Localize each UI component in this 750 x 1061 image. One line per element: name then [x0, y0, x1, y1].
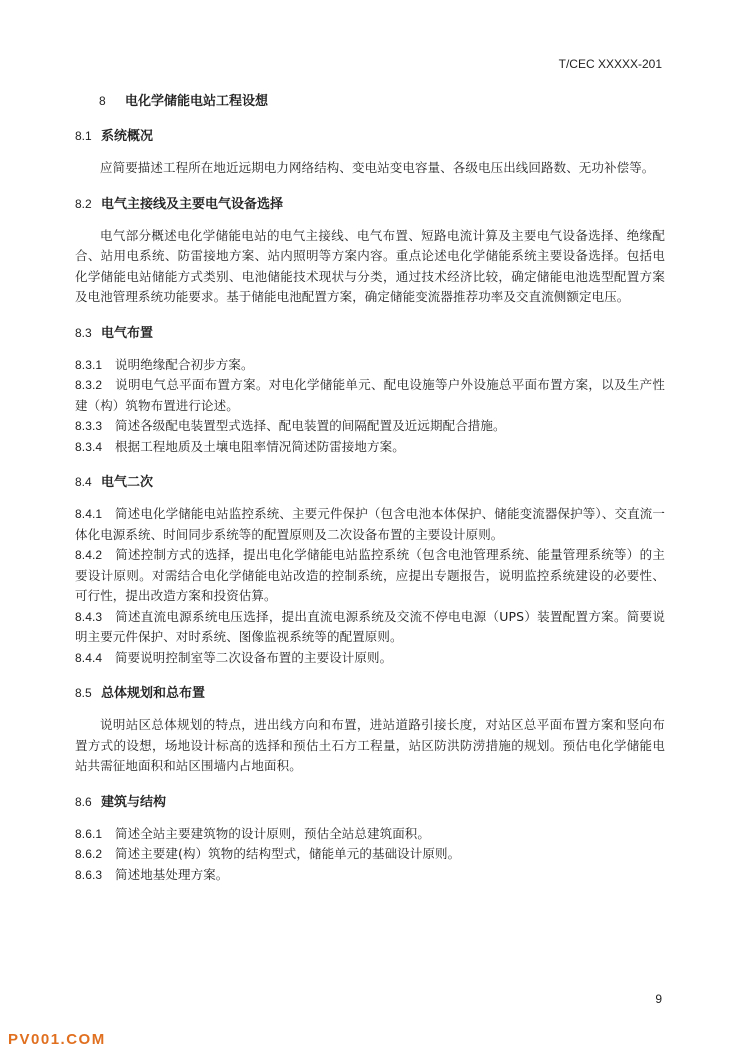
section-number: 8.1: [75, 129, 92, 143]
list-item: [75, 416, 665, 437]
item-number: 8.4.2: [75, 548, 103, 562]
item-text: 简述电化学储能电站监控系统、主要元件保护（包含电池本体保护、储能变流器保护等）、交直流一体化电源系统、时间同步系统等的配置原则及二次设备布置的主要设计原则。: [75, 506, 665, 542]
item-text: 根据工程地质及土壤电阻率情况简述防雷接地方案。: [115, 438, 405, 454]
item-text: 简述地基处理方案。: [115, 866, 229, 882]
page-body: [75, 92, 665, 885]
section-number: 8.5: [75, 686, 92, 700]
section-8-5-paragraph: 说明站区总体规划的特点，进出线方向和布置，进站道路引接长度，对站区总平面布置方案和竖向布置方式的设想，场地设计标高的选择和预估土石方工程量，站区防洪防涝措施的规划。预估电化学储能电站共需征地面积和站区围墙内占地面积。: [75, 717, 665, 773]
section-number: 8.6: [75, 794, 92, 809]
item-text: 说明电气总平面布置方案。对电化学储能单元、配电设施等户外设施总平面布置方案，以及生产性建（构）筑物布置进行论述。: [75, 377, 665, 413]
item-number: 8.3.2: [75, 378, 103, 392]
list-item: [75, 504, 665, 545]
section-title: 电气布置: [101, 325, 154, 341]
item-text: 简述控制方式的选择，提出电化学储能电站监控系统（包含电池管理系统、能量管理系统等）的主要设计原则。对需结合电化学储能电站改造的控制系统，应提出专题报告，说明监控系统建设的必要性、可行性，提出改造方案和投资估算。: [75, 547, 665, 603]
item-text: 简述主要建(构）筑物的结构型式，储能单元的基础设计原则。: [115, 846, 461, 861]
item-number: 8.3.4: [75, 439, 103, 454]
section-number: 8: [99, 94, 106, 108]
list-item: [75, 865, 665, 886]
list-item: [75, 648, 665, 669]
item-number: 8.4.3: [75, 609, 103, 624]
list-item: [75, 607, 665, 648]
item-text: 简要说明控制室等二次设备布置的主要设计原则。: [115, 649, 393, 665]
section-8-1-paragraph: 应简要描述工程所在地近远期电力网络结构、变电站变电容量、各级电压出线回路数、无功补偿等。: [100, 160, 655, 175]
item-text: 说明绝缘配合初步方案。: [115, 356, 254, 372]
section-number: 8.3: [75, 325, 92, 340]
item-text: 简述各级配电装置型式选择、配电装置的间隔配置及近远期配合措施。: [115, 418, 506, 433]
section-title: 总体规划和总布置: [101, 686, 206, 701]
section-8-2-heading: [75, 195, 665, 214]
section-8-1-heading: [75, 127, 665, 146]
section-title: 电化学储能电站工程设想: [125, 94, 269, 109]
section-number: 8.2: [75, 196, 92, 211]
page-number: 9: [655, 992, 662, 1006]
section-title: 系统概况: [101, 129, 154, 144]
item-number: 8.3.3: [75, 419, 103, 433]
section-number: 8.4: [75, 475, 92, 489]
list-item: [75, 375, 665, 416]
list-item: [75, 824, 665, 845]
section-8-2-paragraph: 电气部分概述电化学储能电站的电气主接线、电气布置、短路电流计算及主要电气设备选择、绝缘配合、站用电系统、防雷接地方案、站内照明等方案内容。重点论述电化学储能系统主要设备选择。包括电化学储能电站储能方式类别、电池储能技术现状与分类，通过技术经济比较，确定储能电池选型配置方案及电池管理系统功能要求。基于储能电池配置方案，确定储能变流器推荐功率及交直流侧额定电压。: [75, 227, 665, 304]
section-8-4-heading: [75, 473, 665, 492]
item-number: 8.4.1: [75, 507, 103, 521]
section-title: 电气主接线及主要电气设备选择: [101, 196, 284, 212]
item-number: 8.3.1: [75, 357, 103, 372]
list-item: [75, 355, 665, 376]
section-8-heading: [75, 92, 665, 111]
section-8-3-heading: [75, 324, 665, 343]
section-8-5-heading: [75, 684, 665, 703]
list-item: [75, 437, 665, 458]
section-8-6-heading: [75, 793, 665, 812]
standard-code: T/CEC XXXXX-201: [558, 57, 662, 71]
section-title: 建筑与结构: [101, 794, 167, 810]
item-number: 8.6.3: [75, 867, 103, 882]
item-text: 简述全站主要建筑物的设计原则，预估全站总建筑面积。: [115, 825, 431, 841]
item-number: 8.6.1: [75, 826, 103, 841]
site-watermark: PV001.COM: [8, 1031, 106, 1048]
section-title: 电气二次: [101, 475, 154, 490]
item-text: 简述直流电源系统电压选择，提出直流电源系统及交流不停电电源（UPS）装置配置方案。简要说明主要元件保护、对时系统、图像监视系统等的配置原则。: [75, 608, 665, 644]
list-item: [75, 545, 665, 607]
item-number: 8.6.2: [75, 847, 103, 861]
list-item: [75, 844, 665, 865]
item-number: 8.4.4: [75, 650, 103, 665]
